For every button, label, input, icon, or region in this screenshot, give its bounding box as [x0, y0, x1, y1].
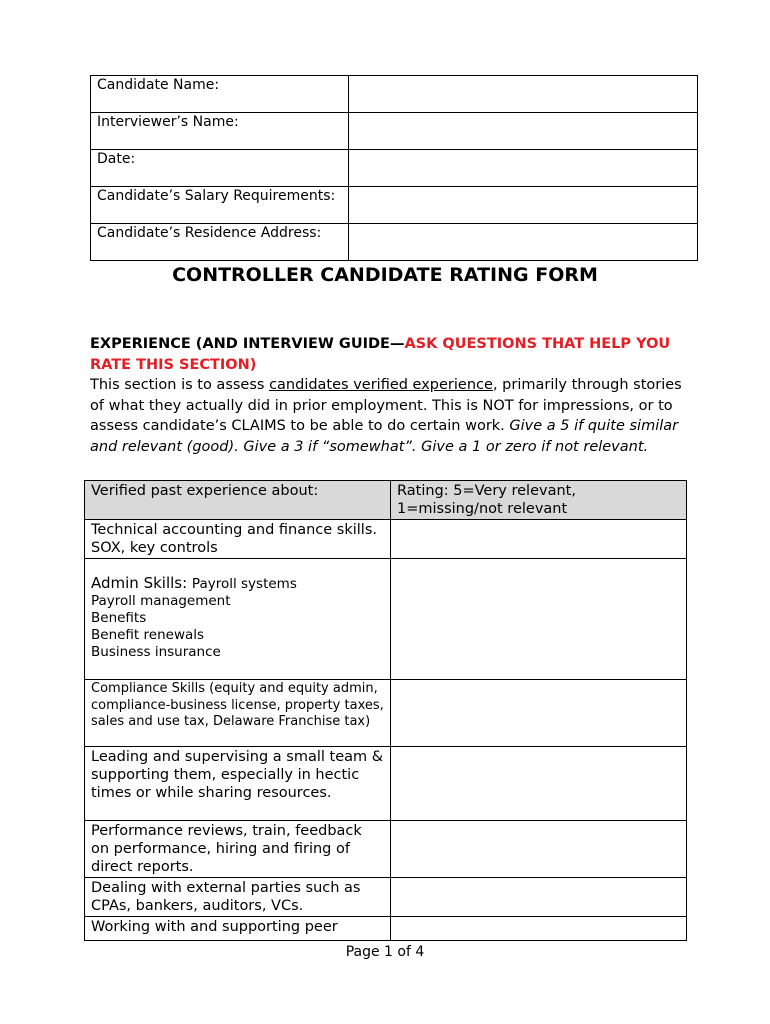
experience-admin-skills — [85, 559, 391, 680]
admin-skills-label: Admin Skills: — [91, 574, 192, 592]
description-text-1: This section is to assess — [90, 377, 270, 394]
section-heading-red: ASK QUESTIONS THAT HELP YOU RATE THIS SECTION) — [90, 336, 671, 373]
info-row-residence-address — [91, 224, 698, 261]
info-value-residence-address[interactable] — [349, 224, 698, 261]
experience-compliance-skills: Compliance Skills (equity and equity admin, compliance-business license, property taxes, sales and use tax, Delaware Franchise tax) — [85, 680, 391, 747]
experience-section — [90, 334, 690, 458]
rating-cell[interactable] — [391, 559, 687, 680]
table-row — [85, 878, 687, 917]
rating-cell[interactable] — [391, 747, 687, 821]
rating-header-scale: Rating: 5=Very relevant, 1=missing/not relevant — [391, 481, 687, 520]
admin-item: Benefit renewals — [91, 627, 205, 643]
experience-peer-support: Working with and supporting peer — [85, 917, 391, 941]
rating-cell[interactable] — [391, 917, 687, 941]
table-row — [85, 747, 687, 821]
table-row — [85, 559, 687, 680]
rating-header-experience: Verified past experience about: — [85, 481, 391, 520]
description-text-2: , primarily through stories of what they actually did in prior employment. This is NOT for impressions, or to assess candidate’s CLAIMS to be able to do certain work. — [90, 377, 682, 435]
info-label-residence-address: Candidate’s Residence Address: — [91, 224, 349, 261]
rating-instructions: Give a 5 if quite similar and relevant (good). Give a 3 if “somewhat”. Give a 1 or zero if not relevant. — [90, 418, 679, 455]
section-description — [90, 375, 690, 457]
experience-external-parties: Dealing with external parties such as CPAs, bankers, auditors, VCs. — [85, 878, 391, 917]
description-underlined: candidates verified experience — [269, 377, 493, 394]
table-row — [85, 680, 687, 747]
experience-leading-team: Leading and supervising a small team & supporting them, especially in hectic times or while sharing resources. — [85, 747, 391, 821]
info-row-salary-requirements — [91, 187, 698, 224]
info-label-date: Date: — [91, 150, 349, 187]
info-value-date[interactable] — [349, 150, 698, 187]
info-value-interviewer-name[interactable] — [349, 113, 698, 150]
info-label-interviewer-name: Interviewer’s Name: — [91, 113, 349, 150]
info-row-candidate-name — [91, 76, 698, 113]
section-heading-black: EXPERIENCE (AND INTERVIEW GUIDE— — [90, 336, 405, 352]
rating-cell[interactable] — [391, 878, 687, 917]
section-heading — [90, 334, 690, 375]
experience-rating-table — [84, 480, 687, 941]
info-label-candidate-name: Candidate Name: — [91, 76, 349, 113]
table-row — [85, 917, 687, 941]
experience-performance-reviews: Performance reviews, train, feedback on performance, hiring and firing of direct reports. — [85, 821, 391, 878]
info-row-date — [91, 150, 698, 187]
table-row — [85, 520, 687, 559]
form-title: CONTROLLER CANDIDATE RATING FORM — [172, 264, 598, 286]
rating-cell[interactable] — [391, 821, 687, 878]
admin-item: Payroll systems — [191, 576, 297, 592]
admin-item: Payroll management — [91, 593, 231, 609]
info-label-salary-requirements: Candidate’s Salary Requirements: — [91, 187, 349, 224]
info-row-interviewer-name — [91, 113, 698, 150]
rating-cell[interactable] — [391, 520, 687, 559]
info-value-salary-requirements[interactable] — [349, 187, 698, 224]
info-value-candidate-name[interactable] — [349, 76, 698, 113]
table-row — [85, 821, 687, 878]
candidate-info-table — [90, 75, 698, 261]
rating-cell[interactable] — [391, 680, 687, 747]
admin-item: Benefits — [91, 610, 147, 626]
experience-technical-accounting: Technical accounting and finance skills. SOX, key controls — [85, 520, 391, 559]
page-number: Page 1 of 4 — [345, 944, 425, 960]
rating-header-row — [85, 481, 687, 520]
admin-item: Business insurance — [91, 644, 221, 660]
